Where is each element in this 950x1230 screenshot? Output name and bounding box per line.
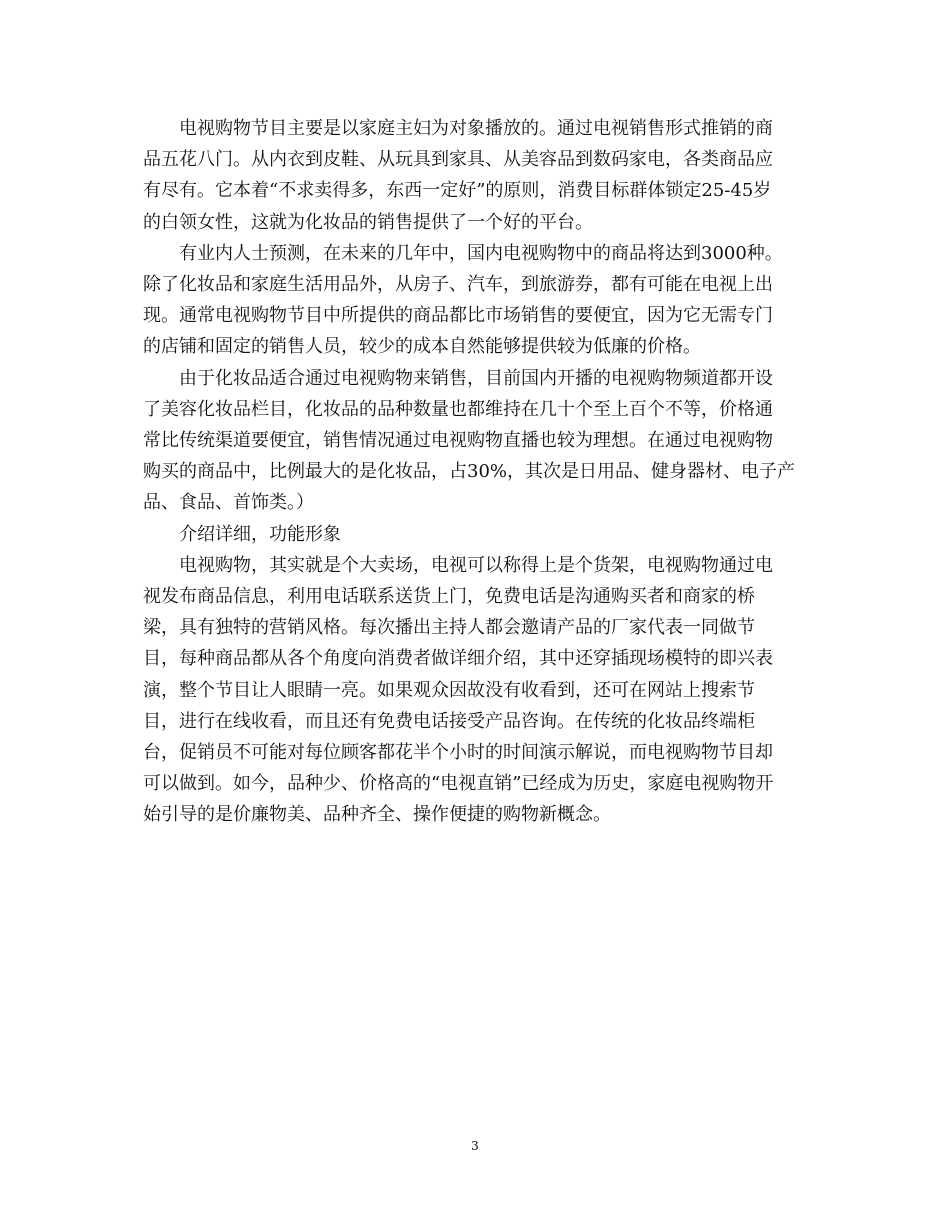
text-line: 的白领女性，这就为化妆品的销售提供了一个好的平台。 [143,211,593,233]
text-line: 由于化妆品适合通过电视购物来销售，目前国内开播的电视购物频道都开设 [179,367,773,389]
text-line: 品五花八门。从内衣到皮鞋、从玩具到家具、从美容品到数码家电，各类商品应 [143,149,773,171]
text-line: 电视购物节目主要是以家庭主妇为对象播放的。通过电视销售形式推销的商 [179,118,773,139]
text-line: 品、食品、首饰类。） [143,492,314,514]
document-body [143,113,815,831]
text-line: 常比传统渠道要便宜，销售情况通过电视购物直播也较为理想。在通过电视购物 [143,430,773,452]
text-line: 台，促销员不可能对每位顾客都花半个小时的时间演示解说，而电视购物节目却 [143,742,773,764]
text-line: 有尽有。它本着“不求卖得多，东西一定好”的原则，消费目标群体锁定25-45岁 [143,180,772,202]
section-heading [143,519,815,550]
text-line: 除了化妆品和家庭生活用品外，从房子、汽车，到旅游券，都有可能在电视上出 [143,274,773,296]
text-line: 目，每种商品都从各个角度向消费者做详细介绍，其中还穿插现场模特的即兴表 [143,648,773,670]
paragraph-1 [143,113,815,238]
paragraph-3 [143,363,815,519]
text-line: 演，整个节目让人眼睛一亮。如果观众因故没有收看到，还可在网站上搜索节 [143,679,755,701]
text-line: 始引导的是价廉物美、品种齐全、操作便捷的购物新概念。 [143,804,611,826]
text-line: 梁，具有独特的营销风格。每次播出主持人都会邀请产品的厂家代表一同做节 [143,617,755,639]
paragraph-2 [143,238,815,363]
paragraph-4 [143,550,815,831]
text-line: 视发布商品信息，利用电话联系送货上门，免费电话是沟通购买者和商家的桥 [143,586,755,608]
text-line: 的店铺和固定的销售人员，较少的成本自然能够提供较为低廉的价格。 [143,336,701,358]
text-line: 有业内人士预测，在未来的几年中，国内电视购物中的商品将达到3000种。 [179,242,783,264]
text-line: 目，进行在线收看，而且还有免费电话接受产品咨询。在传统的化妆品终端柜 [143,710,755,732]
text-line: 电视购物，其实就是个大卖场，电视可以称得上是个货架，电视购物通过电 [179,554,773,576]
text-line: 了美容化妆品栏目，化妆品的品种数量也都维持在几十个至上百个不等，价格通 [143,398,773,420]
page-number: 3 [471,1139,479,1153]
text-line: 现。通常电视购物节目中所提供的商品都比市场销售的要便宜，因为它无需专门 [143,305,773,327]
text-line: 可以做到。如今，品种少、价格高的“电视直销”已经成为历史，家庭电视购物开 [143,773,774,795]
text-line: 购买的商品中，比例最大的是化妆品，占30%，其次是日用品、健身器材、电子产 [143,461,796,483]
text-line: 介绍详细，功能形象 [179,523,341,545]
